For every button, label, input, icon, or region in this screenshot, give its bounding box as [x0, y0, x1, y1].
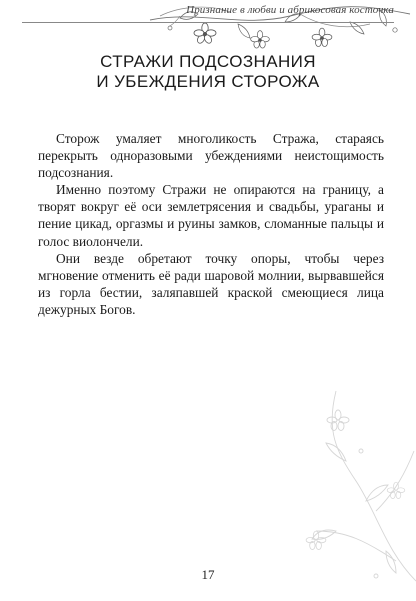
paragraph: Они везде обретают точку опоры, чтобы через мгновение отменить её ради шаровой молнии, вырвавшейся из горла бестии, заляпавшей краской смеющиеся лица дежурных Богов.: [38, 250, 384, 317]
paragraph: Сторож умаляет многоликость Стража, стараясь перекрыть одноразовыми убеждениями неистощимость подсознания.: [38, 131, 384, 181]
chapter-title: [0, 52, 416, 92]
body-text: [38, 130, 384, 318]
paragraph: Именно поэтому Стражи не опираются на границу, а творят вокруг её оси землетрясения и свадьбы, ураганы и пение цикад, оргазмы и руины замков, сломанные пальцы и голос виолончели.: [38, 182, 384, 249]
chapter-title-line-1: СТРАЖИ ПОДСОЗНАНИЯ: [100, 52, 316, 71]
page-number: 17: [201, 567, 215, 582]
chapter-title-line-2: И УБЕЖДЕНИЯ СТОРОЖА: [96, 72, 320, 91]
header-rule: [22, 22, 394, 23]
running-header: Признание в любви и абрикосовая косточка: [186, 4, 394, 16]
